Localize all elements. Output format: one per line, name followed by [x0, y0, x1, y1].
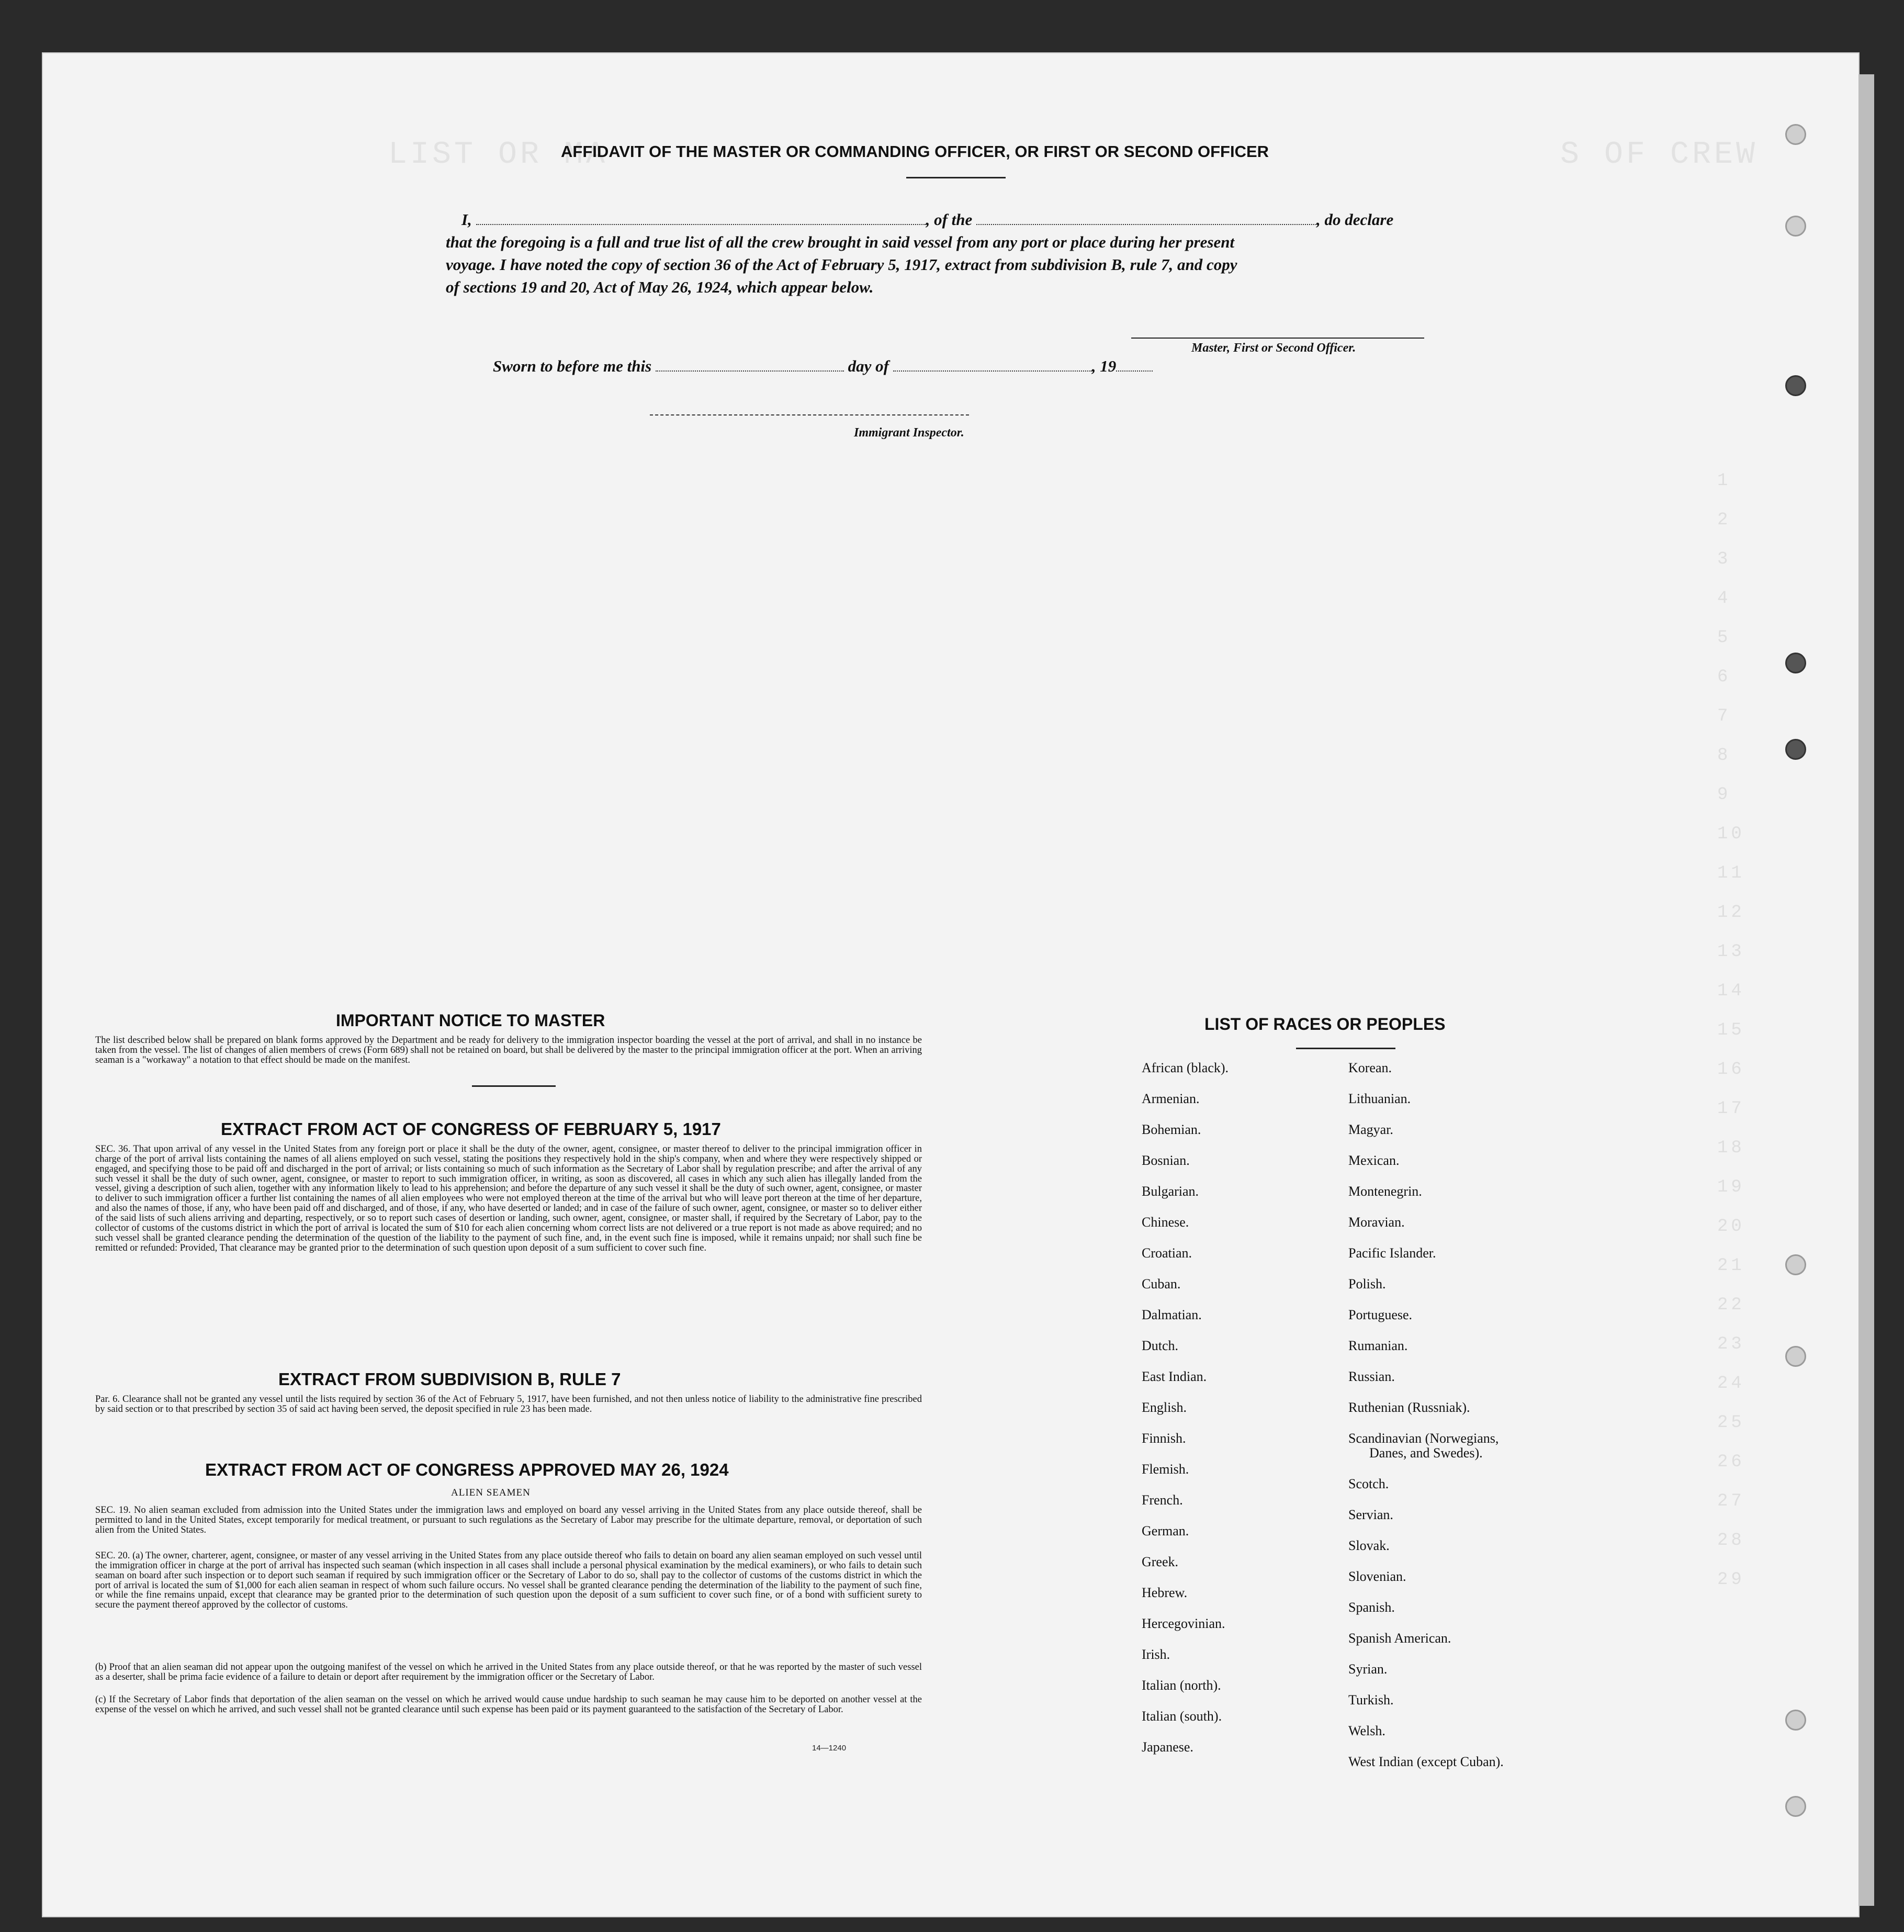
race-item: Chinese. — [1142, 1215, 1189, 1230]
race-item: African (black). — [1142, 1060, 1229, 1075]
race-item: Ruthenian (Russniak). — [1348, 1400, 1470, 1415]
race-item: Moravian. — [1348, 1215, 1405, 1230]
affidavit-line-4: of sections 19 and 20, Act of May 26, 1924, which appear below. — [446, 278, 874, 296]
race-item: Pacific Islander. — [1348, 1245, 1436, 1261]
race-item: Montenegrin. — [1348, 1184, 1422, 1199]
form-number: 14—1240 — [812, 1744, 847, 1753]
races-divider — [1296, 1048, 1395, 1049]
binder-hole — [1785, 375, 1806, 396]
race-item: Servian. — [1348, 1507, 1393, 1522]
binder-hole — [1785, 1710, 1806, 1731]
race-item: Portuguese. — [1348, 1307, 1413, 1322]
extract-rule7-title: EXTRACT FROM SUBDIVISION B, RULE 7 — [278, 1369, 621, 1389]
master-signature-caption: Master, First or Second Officer. — [1191, 341, 1356, 355]
race-item: Spanish. — [1348, 1600, 1395, 1615]
affidavit-line-3: voyage. I have noted the copy of section 36 of the Act of February 5, 1917, extract from subdivision B, rule 7, and copy — [446, 255, 1237, 274]
race-item: Slovak. — [1348, 1538, 1390, 1553]
affidavit-of-the: , of the — [926, 210, 973, 229]
title-divider — [906, 177, 1006, 178]
binder-hole — [1785, 653, 1806, 673]
affidavit-line-2: that the foregoing is a full and true list of all the crew brought in said vessel from any port or place during her present — [446, 233, 1235, 251]
sworn-prefix: Sworn to before me this — [493, 357, 652, 375]
document-page — [42, 52, 1860, 1917]
race-item: Bulgarian. — [1142, 1184, 1199, 1199]
extract-rule7-text: Par. 6. Clearance shall not be granted any vessel until the lists required by section 36 of the Act of February 5, 1917, have been furnished, and not then unless notice of liability to the administrative fine prescribed by said section or to that prescribed by section 35 of said act having been served, the deposit specified in rule 23 has been made. — [95, 1394, 922, 1414]
race-item: Korean. — [1348, 1060, 1392, 1075]
race-item: Polish. — [1348, 1276, 1386, 1291]
binder-hole — [1785, 124, 1806, 145]
race-item: Turkish. — [1348, 1692, 1394, 1708]
race-item: Russian. — [1348, 1369, 1395, 1384]
sworn-line — [493, 357, 1153, 376]
notice-text: The list described below shall be prepared on blank forms approved by the Department and be ready for delivery to the immigration inspector boarding the vessel at the port of arrival, and shall in no instance be taken from the vessel. The list of changes of alien members of crews (Form 689) shall not be retained on board, but shall be delivered by the master to the principal immigration officer at the port. When an arriving seaman is a "workaway" a notation to that effect should be made on the manifest. — [95, 1035, 922, 1066]
extract-1917-text: SEC. 36. That upon arrival of any vessel in the United States from any foreign port or place it shall be the duty of the owner, agent, consignee, or master thereof to deliver to the principal immigration officer in charge of the port of arrival lists containing the names of all aliens employed on such vessel, stating the positions they respectively hold in the ship's company, when and where they were respectively shipped or engaged, and specifying those to be paid off and discharged in the port of arrival; or lists containing so much of such information as the Secretary of Labor shall by regulation prescribe; and after the arrival of any such vessel it shall be the duty of such owner, agent, consignee, or master to report to such immigration officer, in writing, as soon as discovered, all cases in which any such alien has illegally landed from the vessel, giving a description of such alien, together with any information likely to lead to his apprehension; and before the departure of any such vessel it shall be the duty of such owner, agent, consignee, or master to deliver to such immigration officer a further list containing the names of all alien employees who were not employed thereon at the time of the arrival but who will leave port thereon at the time of her departure, and also the names of those, if any, who have been paid off and discharged, and of those, if any, who have deserted or landed; and in case of the failure of such owner, agent, consignee, or master so to deliver either of the said lists of such aliens arriving and departing, respectively, or so to report such cases of desertion or landing, such owner, agent, consignee, or master shall, if required by the Secretary of Labor, pay to the collector of customs of the customs district in which the port of arrival is located the sum of $10 for each alien concerning whom correct lists are not delivered or a true report is not made as above required; and no such vessel shall be granted clearance pending the determination of the question of the liability to the payment of such fine, and, in the event such fine is imposed, while it remains unpaid; nor shall such fine be remitted or refunded: Provided, That clearance may be granted prior to the determination of such question upon deposit of a sum sufficient to cover such fine. — [95, 1144, 922, 1253]
notice-divider — [472, 1085, 556, 1087]
race-item: Slovenian. — [1348, 1569, 1406, 1584]
sworn-year-label: , 19 — [1091, 357, 1117, 375]
bleed-through-text: S OF CREW — [1560, 137, 1759, 173]
race-item: Croatian. — [1142, 1245, 1192, 1261]
extract-1917-title: EXTRACT FROM ACT OF CONGRESS OF FEBRUARY 5, 1917 — [221, 1119, 721, 1139]
race-item: Japanese. — [1142, 1739, 1193, 1755]
race-item: Dutch. — [1142, 1338, 1179, 1353]
race-item: West Indian (except Cuban). — [1348, 1754, 1504, 1769]
race-item: Armenian. — [1142, 1091, 1200, 1106]
race-item: Scotch. — [1348, 1476, 1389, 1491]
binder-hole — [1785, 216, 1806, 237]
master-name-blank[interactable] — [476, 224, 926, 225]
inspector-signature-line[interactable] — [650, 414, 969, 415]
race-item: Irish. — [1142, 1647, 1170, 1662]
extract-1924-sec19: SEC. 19. No alien seaman excluded from admission into the United States under the immigration laws and employed on board any vessel arriving in the United States from any place outside thereof, shall be permitted to land in the United States, except temporarily for medical treatment, or pursuant to such regulations as the Secretary of Labor may prescribe for the ultimate departure, removal, or deportation of such alien from the United States. — [95, 1505, 922, 1535]
bleed-through-text: LIST OR MA — [388, 137, 609, 173]
affidavit-title: AFFIDAVIT OF THE MASTER OR COMMANDING OFFICER, OR FIRST OR SECOND OFFICER — [561, 142, 1269, 161]
race-item: Bosnian. — [1142, 1153, 1190, 1168]
races-title: LIST OF RACES OR PEOPLES — [1204, 1015, 1446, 1034]
race-item: German. — [1142, 1523, 1189, 1538]
race-item: Syrian. — [1348, 1661, 1388, 1677]
binder-hole — [1785, 1346, 1806, 1367]
extract-1924-sec20c: (c) If the Secretary of Labor finds that deportation of the alien seaman on the vessel on which he arrived would cause undue hardship to such seaman he may cause him to be deported on another vessel at the expense of the vessel on which he arrived, and such vessel shall not be granted clearance until such expense has been paid or its payment guaranteed to the satisfaction of the Secretary of Labor. — [95, 1694, 922, 1715]
race-item: Italian (north). — [1142, 1678, 1221, 1693]
race-item: Greek. — [1142, 1554, 1179, 1569]
binder-hole — [1785, 1796, 1806, 1817]
race-item: Flemish. — [1142, 1462, 1189, 1477]
race-item: Cuban. — [1142, 1276, 1181, 1291]
race-item: Italian (south). — [1142, 1709, 1222, 1724]
race-item: Mexican. — [1348, 1153, 1400, 1168]
sworn-month-blank[interactable] — [893, 370, 1092, 372]
race-item: English. — [1142, 1400, 1187, 1415]
sworn-day-label: day of — [848, 357, 889, 375]
race-item: Magyar. — [1348, 1122, 1393, 1137]
race-item: French. — [1142, 1492, 1183, 1508]
extract-1924-sec20b: (b) Proof that an alien seaman did not appear upon the outgoing manifest of the vessel on which he arrived in the United States from any place outside thereof, or that he was reported by the master of such vessel as a deserter, shall be prima facie evidence of a failure to detain or deport after requirement by the immigration officer or the Secretary of Labor. — [95, 1662, 922, 1682]
extract-1924-subtitle: ALIEN SEAMEN — [451, 1487, 531, 1498]
affidavit-declare: , do declare — [1316, 210, 1394, 229]
binder-hole — [1785, 739, 1806, 760]
affidavit-i: I, — [461, 210, 472, 229]
vessel-name-blank[interactable] — [976, 224, 1316, 225]
race-item: Spanish American. — [1348, 1631, 1451, 1646]
race-item: Scandinavian (Norwegians, — [1348, 1431, 1499, 1446]
race-item: Lithuanian. — [1348, 1091, 1411, 1106]
affidavit-line-1 — [461, 210, 1503, 229]
inspector-caption: Immigrant Inspector. — [854, 426, 964, 440]
bleed-through-rows: 1 2 3 4 5 6 7 8 9 10 11 12 13 14 15 16 17 18 19 20 21 22 23 24 25 26 27 28 29 — [1717, 471, 1745, 1590]
race-item: Welsh. — [1348, 1723, 1385, 1738]
race-item: Hebrew. — [1142, 1585, 1188, 1600]
extract-1924-title: EXTRACT FROM ACT OF CONGRESS APPROVED MAY 26, 1924 — [205, 1460, 729, 1479]
race-item: Hercegovinian. — [1142, 1616, 1225, 1631]
race-item: Dalmatian. — [1142, 1307, 1202, 1322]
extract-1924-sec20a: SEC. 20. (a) The owner, charterer, agent, consignee, or master of any vessel arriving in the United States from any place outside thereof who fails to detain on board any alien seaman employed on such vessel until the immigration officer in charge at the port of arrival has inspected such seaman (which inspection in all cases shall include a personal physical examination by the medical examiners), or who fails to detain such seaman on board after such inspection or to deport such seaman if required by such immigration officer or the Secretary of Labor to do so, shall pay to the collector of customs of the customs district in which the port of arrival is located the sum of $1,000 for each alien seaman in respect of whom such failure occurs. No vessel shall be granted clearance pending the determination of the liability to the payment of such fine, or while the fine remains unpaid, except that clearance may be granted prior to the determination of such question upon the deposit of a sum sufficient to cover such fine, or of a bond with sufficient surety to secure the payment thereof approved by the collector of customs. — [95, 1551, 922, 1611]
sworn-year-blank[interactable] — [1116, 370, 1153, 372]
binder-hole — [1785, 1254, 1806, 1275]
race-item: Finnish. — [1142, 1431, 1186, 1446]
race-item: Danes, and Swedes). — [1369, 1445, 1483, 1461]
sworn-day-blank[interactable] — [656, 370, 844, 372]
race-item: Rumanian. — [1348, 1338, 1408, 1353]
race-item: Bohemian. — [1142, 1122, 1201, 1137]
race-item: East Indian. — [1142, 1369, 1207, 1384]
master-signature-line[interactable] — [1131, 338, 1424, 339]
notice-title: IMPORTANT NOTICE TO MASTER — [336, 1011, 605, 1030]
